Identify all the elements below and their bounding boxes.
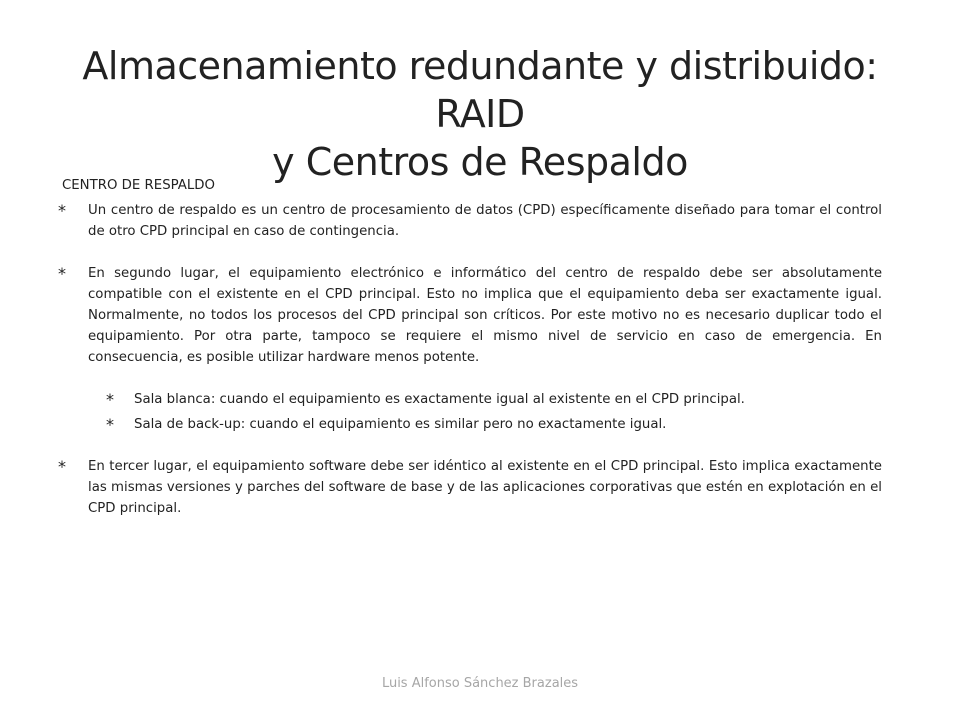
bullet-mark: * [106, 415, 114, 434]
slide-content [58, 175, 882, 519]
bullet-mark: * [106, 390, 114, 409]
footer-author: Luis Alfonso Sánchez Brazales [381, 676, 579, 691]
bullet-text: En tercer lugar, el equipamiento software debe ser idéntico al existente en el CPD principal. Esto implica exactamente las mismas versiones y parches del software de base y de las aplicaciones corporativas que estén en explotación en el CPD principal. [88, 459, 882, 516]
section-heading: CENTRO DE RESPALDO [62, 178, 216, 193]
bullet-item [58, 456, 882, 519]
slide-title [40, 42, 920, 186]
bullet-item [58, 263, 882, 368]
sub-bullet-text: Sala de back-up: cuando el equipamiento es similar pero no exactamente igual. [134, 417, 667, 432]
sub-bullet-text: Sala blanca: cuando el equipamiento es exactamente igual al existente en el CPD principal. [134, 392, 745, 407]
bullet-text: En segundo lugar, el equipamiento electrónico e informático del centro de respaldo debe ser absolutamente compatible con el existente en el CPD principal. Esto no implica que el equipamiento deba ser exactamente igual. Normalmente, no todos los procesos del CPD principal son críticos. Por este motivo no es necesario duplicar todo el equipamiento. Por otra parte, tampoco se requiere el mismo nivel de servicio en caso de emergencia. En consecuencia, es posible utilizar hardware menos potente. [88, 266, 882, 365]
sub-bullet-item [62, 414, 882, 435]
title-line-1: Almacenamiento redundante y distribuido: RAID [82, 44, 878, 136]
bullet-item [58, 200, 882, 242]
bullet-mark: * [58, 201, 66, 220]
bullet-mark: * [58, 457, 66, 476]
sub-bullet-item [62, 389, 882, 410]
title-line-2: y Centros de Respaldo [272, 140, 688, 184]
bullet-mark: * [58, 264, 66, 283]
bullet-text: Un centro de respaldo es un centro de procesamiento de datos (CPD) específicamente diseñado para tomar el control de otro CPD principal en caso de contingencia. [88, 203, 882, 239]
